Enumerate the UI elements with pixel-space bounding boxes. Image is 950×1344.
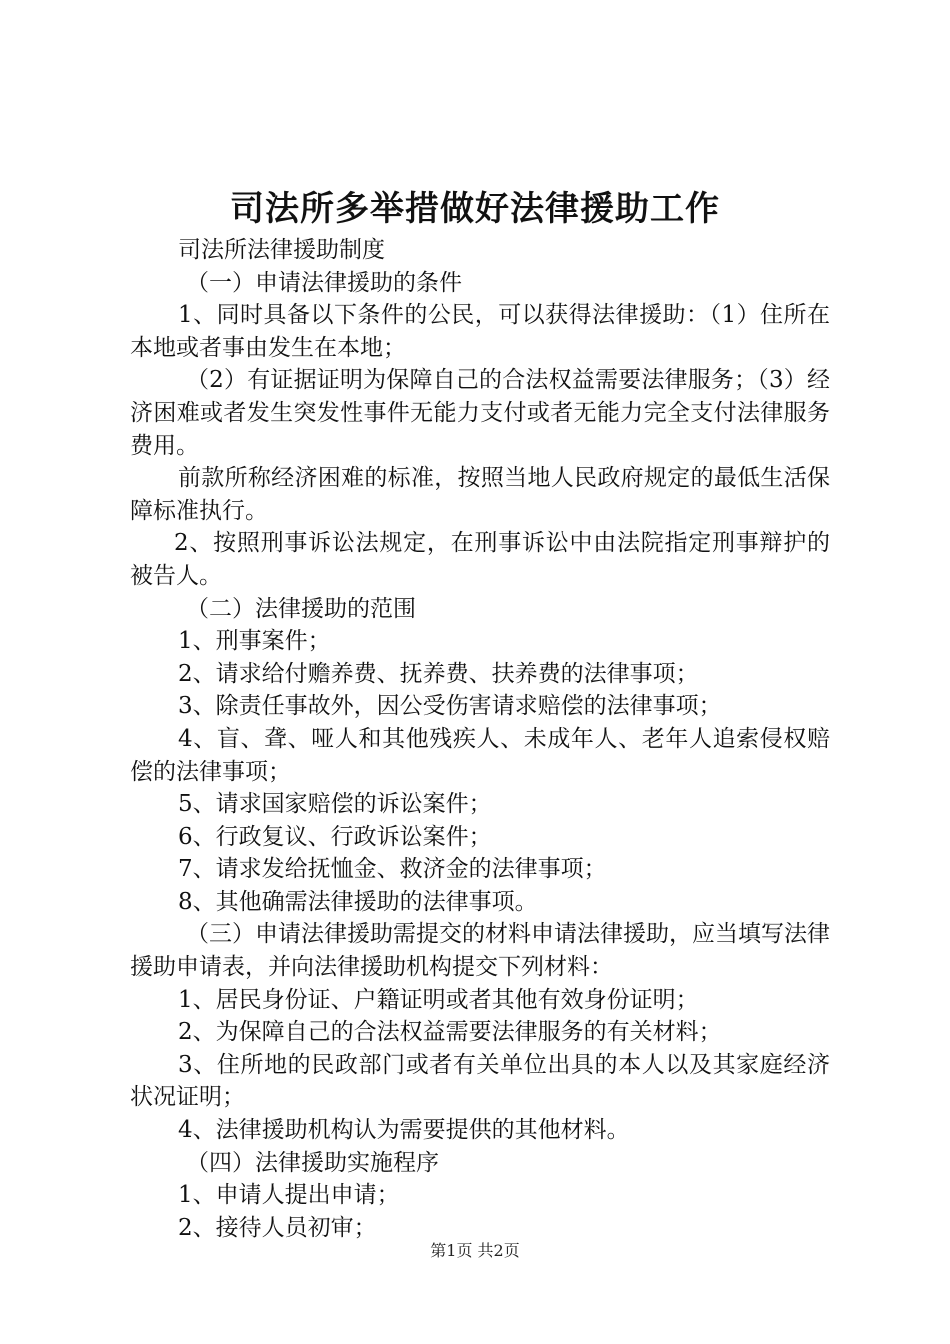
list-item: 2、接待人员初审；	[178, 1214, 377, 1241]
page-title: 司法所多举措做好法律援助工作	[230, 189, 720, 229]
list-item: 1、刑事案件；	[178, 628, 331, 655]
list-item: 3、住所地的民政部门或者有关单位出具的本人以及其家庭经济状况证明；	[130, 1051, 830, 1111]
section-heading: （一）申请法律援助的条件	[186, 269, 462, 296]
section-heading: （四）法律援助实施程序	[186, 1149, 439, 1176]
paragraph: 2、按照刑事诉讼法规定，在刑事诉讼中由法院指定刑事辩护的被告人。	[130, 530, 830, 589]
list-item: 7、请求发给抚恤金、救济金的法律事项；	[178, 856, 607, 883]
list-item: 4、法律援助机构认为需要提供的其他材料。	[178, 1117, 630, 1144]
paragraph: 司法所法律援助制度	[178, 237, 385, 263]
section-heading: （三）申请法律援助需提交的材料申请法律援助，应当填写法律援助申请表，并向法律援助机构提交下列材料：	[130, 921, 830, 981]
list-item: 2、请求给付赡养费、抚养费、扶养费的法律事项；	[178, 660, 699, 687]
paragraph: （2）有证据证明为保障自己的合法权益需要法律服务；（3）经济困难或者发生突发性事件无能力支付或者无能力完全支付法律服务费用。	[130, 367, 830, 459]
page-footer: 第1页 共2页	[430, 1241, 520, 1260]
list-item: 2、为保障自己的合法权益需要法律服务的有关材料；	[178, 1019, 722, 1046]
list-item: 6、行政复议、行政诉讼案件；	[178, 823, 492, 850]
list-item: 5、请求国家赔偿的诉讼案件；	[178, 791, 492, 818]
list-item: 4、盲、聋、哑人和其他残疾人、未成年人、老年人追索侵权赔偿的法律事项；	[130, 725, 830, 785]
document-body	[130, 234, 830, 1244]
paragraph: 前款所称经济困难的标准，按照当地人民政府规定的最低生活保障标准执行。	[130, 465, 830, 524]
list-item: 1、居民身份证、户籍证明或者其他有效身份证明；	[178, 986, 699, 1013]
list-item: 8、其他确需法律援助的法律事项。	[178, 888, 538, 915]
list-item: 3、除责任事故外，因公受伤害请求赔偿的法律事项；	[178, 693, 722, 720]
list-item: 1、申请人提出申请；	[178, 1182, 400, 1209]
section-heading: （二）法律援助的范围	[186, 595, 416, 622]
paragraph: 1、同时具备以下条件的公民，可以获得法律援助：（1）住所在本地或者事由发生在本地；	[130, 302, 830, 361]
